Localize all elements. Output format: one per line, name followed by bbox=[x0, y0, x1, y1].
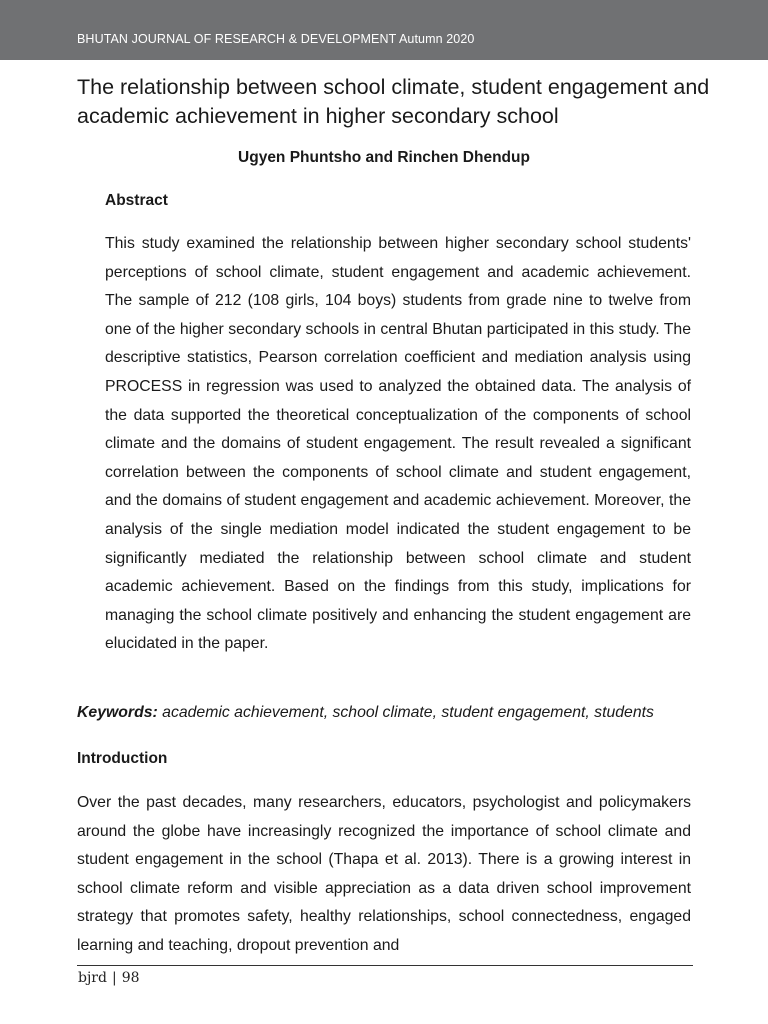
journal-running-header: BHUTAN JOURNAL OF RESEARCH & DEVELOPMENT Autumn 2020 bbox=[77, 32, 475, 46]
journal-header-band bbox=[0, 0, 768, 60]
footer-separator: | bbox=[111, 970, 117, 986]
introduction-body: Over the past decades, many researchers, educators, psychologist and policymakers around the globe have increasingly recognized the importance of school climate and student engagement in the school (Thapa et al. 2013). There is a growing interest in school climate reform and visible appreciation as a data driven school improvement strategy that promotes safety, healthy relationships, school connectedness, engaged learning and teaching, dropout prevention and bbox=[77, 794, 691, 954]
introduction-heading: Introduction bbox=[77, 750, 168, 767]
keywords-line bbox=[77, 704, 697, 722]
keywords-list: academic achievement, school climate, student engagement, students bbox=[162, 704, 654, 721]
abstract-heading: Abstract bbox=[105, 192, 168, 209]
article-authors: Ugyen Phuntsho and Rinchen Dhendup bbox=[238, 149, 530, 166]
footer-divider bbox=[77, 965, 693, 966]
abstract-body: This study examined the relationship between higher secondary school students' perceptions of school climate, student engagement and academic achievement. The sample of 212 (108 girls, 104 boys) students from grade nine to twelve from one of the higher secondary schools in central Bhutan participated in this study. The descriptive statistics, Pearson correlation coefficient and mediation analysis using PROCESS in regression was used to analyzed the obtained data. The analysis of the data supported the theoretical conceptualization of the components of school climate and the domains of student engagement. The result revealed a significant correlation between the components of school climate and student engagement, and the domains of student engagement and academic achievement. Moreover, the analysis of the single mediation model indicated the student engagement to be significantly mediated the relationship between school climate and student academic achievement. Based on the findings from this study, implications for managing the school climate positively and enhancing the student engagement are elucidated in the paper. bbox=[105, 235, 691, 653]
page-number: 98 bbox=[121, 970, 140, 986]
journal-abbreviation: bjrd bbox=[78, 970, 107, 986]
page-footer bbox=[78, 970, 140, 986]
article-title: The relationship between school climate, student engagement and academic achievement in higher secondary school bbox=[77, 75, 710, 128]
keywords-label: Keywords: bbox=[77, 704, 158, 721]
